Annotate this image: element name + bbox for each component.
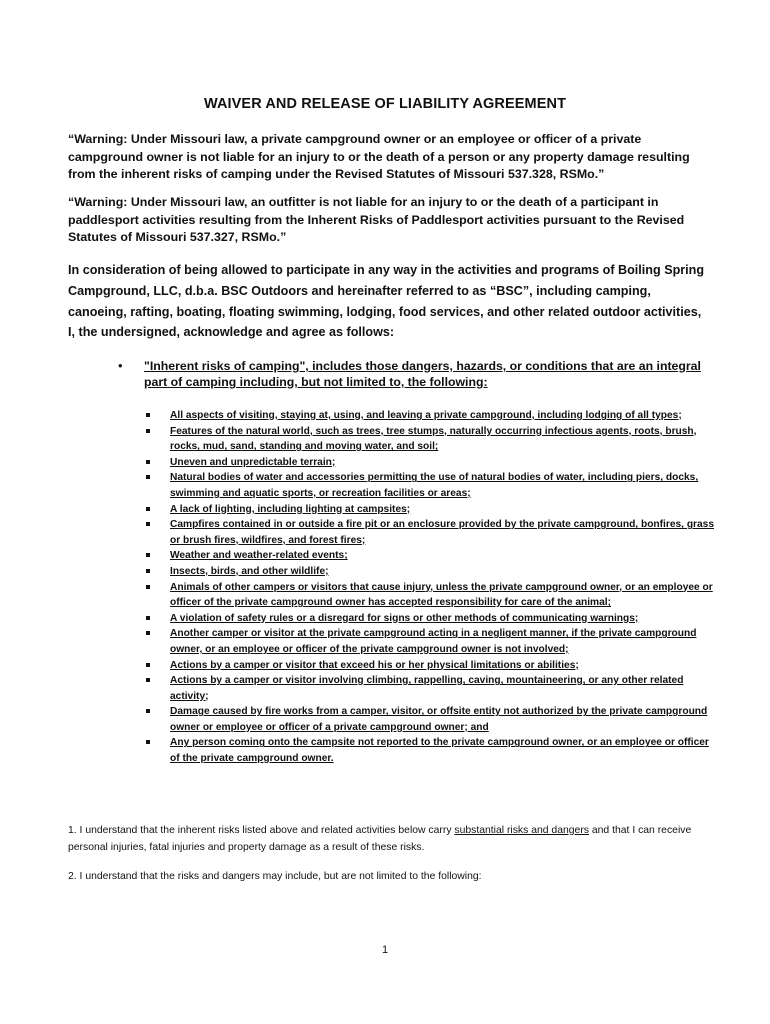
campground-warning: “Warning: Under Missouri law, a private campground owner or an employee or officer of a private campground owner is not liable for an injury to or the death of a person or any property damage resulting from the inherent risks of camping under the Revised Statutes of Missouri 537.328, RSMo.” xyxy=(68,132,690,181)
list-item xyxy=(146,673,716,704)
list-item xyxy=(146,424,716,455)
square-bullet-icon xyxy=(146,475,150,479)
risk-text: Insects, birds, and other wildlife; xyxy=(170,565,329,577)
risk-text: Damage caused by fire works from a camper, visitor, or offsite entity not authorized by the private campground owner or employee or officer of a private campground owner; and xyxy=(170,706,708,733)
page-number: 1 xyxy=(381,944,389,956)
list-item xyxy=(146,735,716,766)
square-bullet-icon xyxy=(146,631,150,635)
risk-list xyxy=(146,408,716,767)
risk-text: A lack of lighting, including lighting at campsites; xyxy=(170,503,411,515)
document-title: WAIVER AND RELEASE OF LIABILITY AGREEMENT xyxy=(203,96,567,112)
square-bullet-icon xyxy=(146,429,150,433)
list-item xyxy=(146,611,716,627)
square-bullet-icon xyxy=(146,413,150,417)
square-bullet-icon xyxy=(146,460,150,464)
square-bullet-icon xyxy=(146,663,150,667)
list-item xyxy=(146,517,716,548)
item-1-suffix: and that I can receive personal injuries, fatal injuries and property damage as a result of these risks. xyxy=(68,825,692,853)
list-item xyxy=(146,658,716,674)
risk-text: Uneven and unpredictable terrain; xyxy=(170,456,336,468)
risk-text: Actions by a camper or visitor involving climbing, rappelling, caving, mountaineering, or any other related activity; xyxy=(170,675,684,702)
list-item xyxy=(146,704,716,735)
bullet-icon: • xyxy=(118,358,123,373)
square-bullet-icon xyxy=(146,585,150,589)
risk-text: Campfires contained in or outside a fire pit or an enclosure provided by the private campground, bonfires, grass or brush fires, wildfires, and forest fires; xyxy=(170,519,715,546)
list-item xyxy=(146,455,716,471)
list-item xyxy=(146,626,716,657)
risk-text: Another camper or visitor at the private campground acting in a negligent manner, if the private campground owner, or an employee or officer of the private campground owner is not involved; xyxy=(170,628,697,655)
risk-text: Weather and weather-related events; xyxy=(170,550,348,562)
list-item xyxy=(146,580,716,611)
list-item xyxy=(146,408,716,424)
item-1-prefix: 1. I understand that the inherent risks listed above and related activities below carry xyxy=(68,825,455,836)
square-bullet-icon xyxy=(146,553,150,557)
list-item xyxy=(146,502,716,518)
square-bullet-icon xyxy=(146,616,150,620)
risk-text: Features of the natural world, such as trees, tree stumps, naturally occurring infectious agents, roots, brush, rocks, mud, sand, standing and moving water, and soil; xyxy=(170,425,697,453)
risk-text: Natural bodies of water and accessories permitting the use of natural bodies of water, including piers, docks, swimming and aquatic sports, or recreation facilities or areas; xyxy=(170,472,699,499)
risk-text: A violation of safety rules or a disregard for signs or other methods of communicating warnings; xyxy=(170,612,639,624)
square-bullet-icon xyxy=(146,709,150,713)
square-bullet-icon xyxy=(146,507,150,511)
list-item xyxy=(146,548,716,564)
square-bullet-icon xyxy=(146,678,150,682)
square-bullet-icon xyxy=(146,522,150,526)
risk-text: Animals of other campers or visitors that cause injury, unless the private campground owner, or an employee or officer of the private campground owner has accepted responsibility for care of the animal; xyxy=(170,581,713,609)
consideration-paragraph: In consideration of being allowed to participate in any way in the activities and programs of Boiling Spring Campground, LLC, d.b.a. BSC Outdoors and hereinafter referred to as “BSC”, including camping, canoeing, rafting, boating, floating swimming, lodging, food services, and other related outdoor activities, I, the undersigned, acknowledge and agree as follows: xyxy=(68,263,705,340)
acknowledgement-item-1 xyxy=(68,822,718,856)
item-1-underlined: substantial risks and dangers xyxy=(454,825,589,836)
list-item xyxy=(146,470,716,501)
paddlesport-warning: “Warning: Under Missouri law, an outfitter is not liable for an injury to or the death of a participant in paddlesport activities resulting from the Inherent Risks of Paddlesport activities pursuant to the Revised Statutes of Missouri 537.327, RSMo.” xyxy=(68,195,685,244)
risk-text: Actions by a camper or visitor that exceed his or her physical limitations or abilities; xyxy=(170,659,579,671)
list-item xyxy=(146,564,716,580)
risk-text: Any person coming onto the campsite not reported to the private campground owner, or an employee or officer of the private campground owner. xyxy=(170,737,709,765)
square-bullet-icon xyxy=(146,740,150,744)
risk-text: All aspects of visiting, staying at, using, and leaving a private campground, including lodging of all types; xyxy=(170,410,682,421)
inherent-risks-heading: "Inherent risks of camping", includes those dangers, hazards, or conditions that are an integral part of camping including, but not limited to, the following: xyxy=(144,359,701,389)
acknowledgement-item-2: 2. I understand that the risks and dangers may include, but are not limited to the following: xyxy=(68,871,482,882)
square-bullet-icon xyxy=(146,569,150,573)
